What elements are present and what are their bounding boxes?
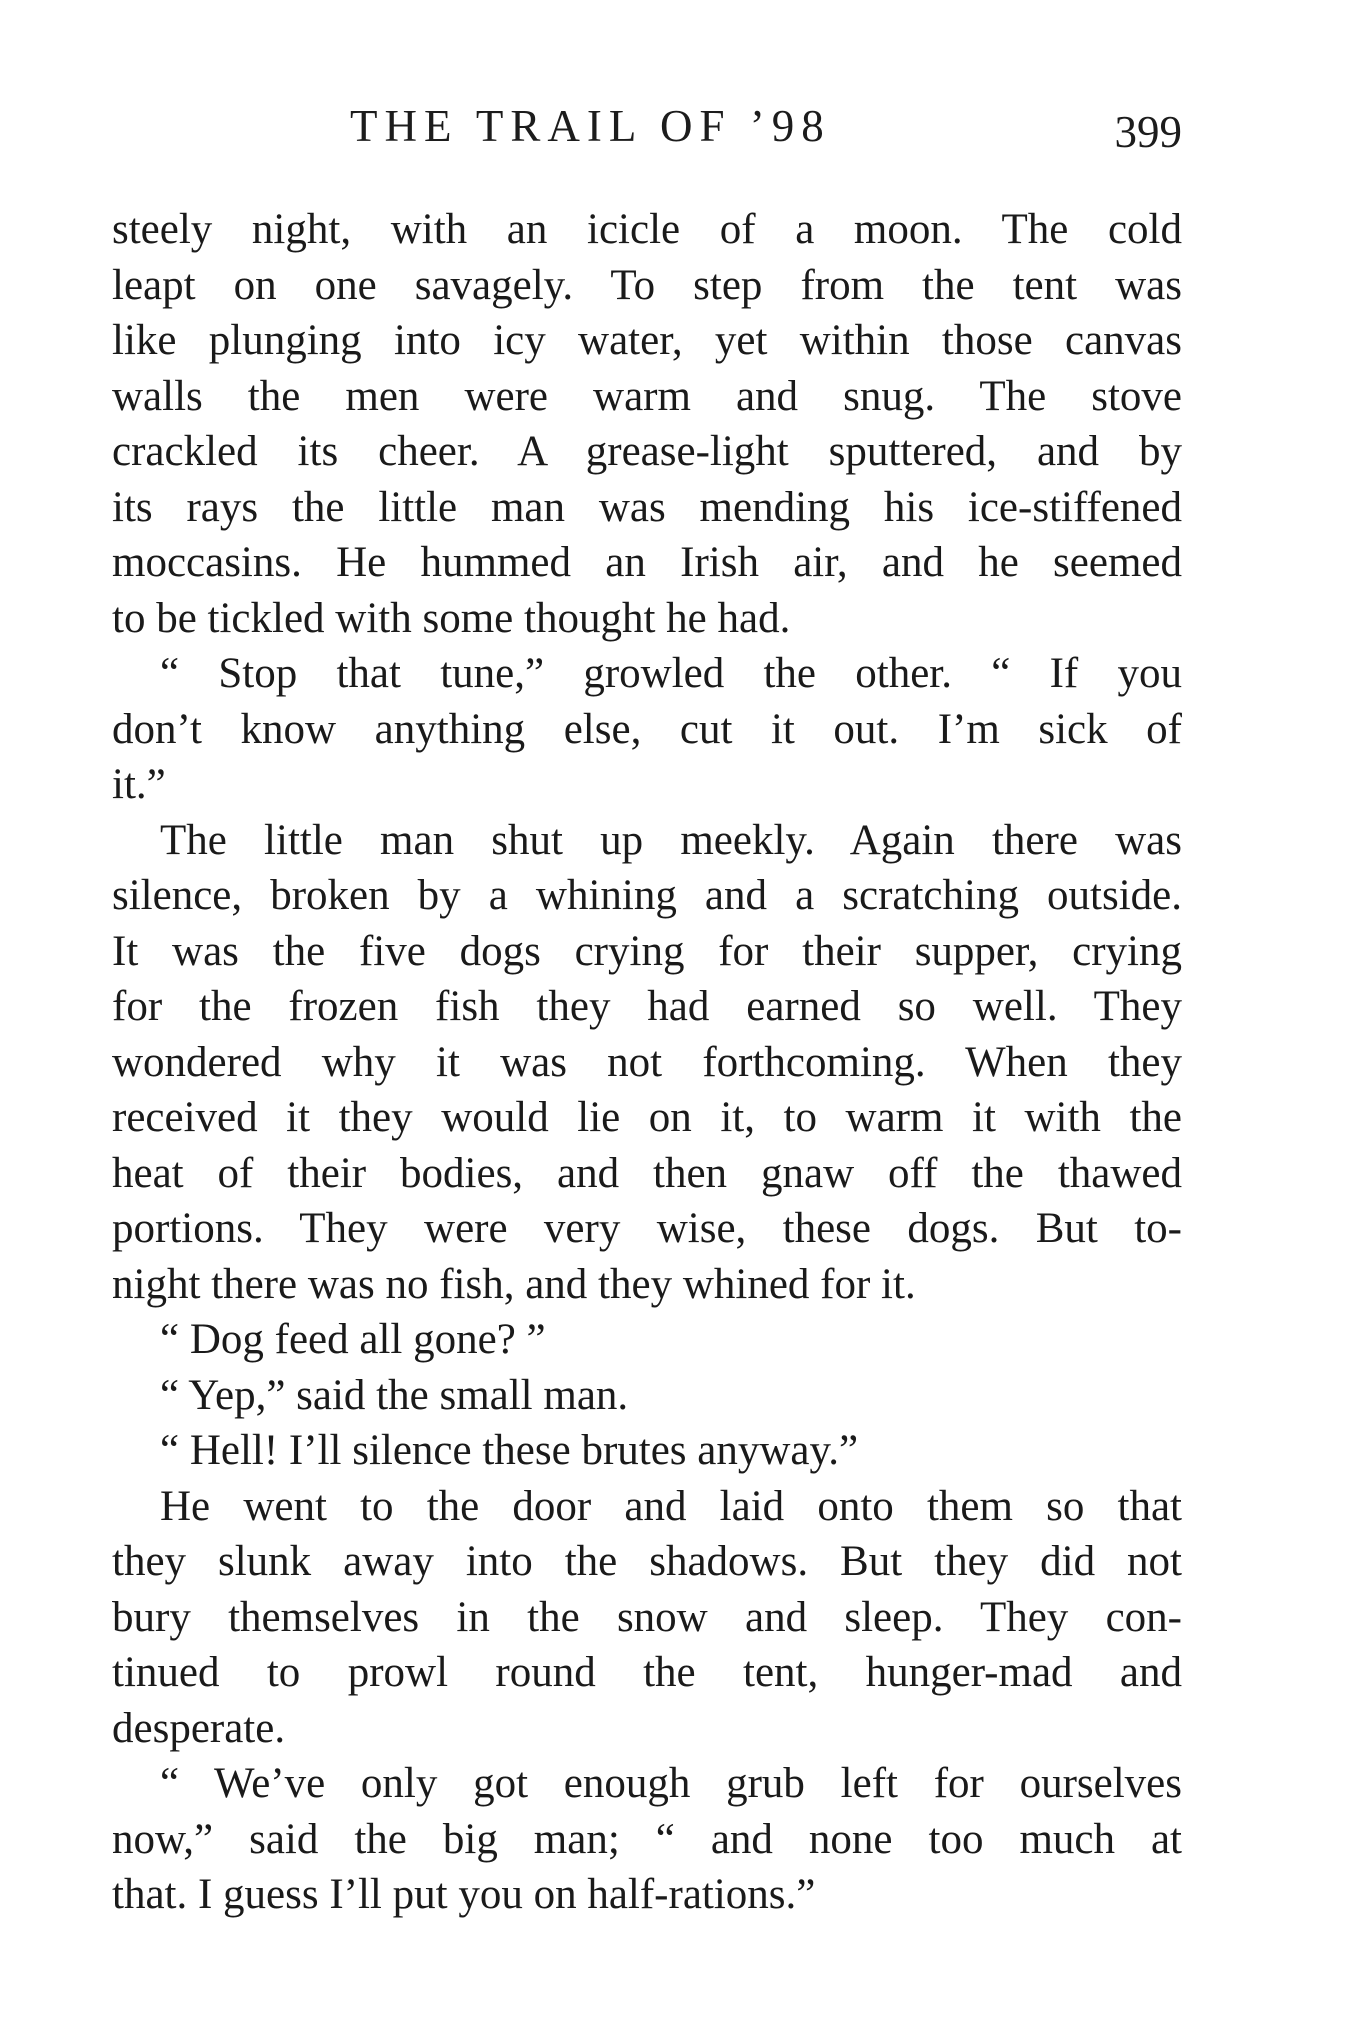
text-line: don’t know anything else, cut it out. I’m sick of bbox=[112, 705, 1182, 753]
text-line: received it they would lie on it, to warm it with the bbox=[112, 1094, 1182, 1141]
text-line: night there was no fish, and they whined for it. bbox=[112, 1260, 916, 1308]
text-line: its rays the little man was mending his ice-stiffened bbox=[112, 483, 1182, 531]
text-line: steely night, with an icicle of a moon. The cold bbox=[112, 206, 1182, 253]
text-line: for the frozen fish they had earned so well. They bbox=[112, 983, 1182, 1030]
text-line: walls the men were warm and snug. The stove bbox=[112, 372, 1182, 420]
text-line: moccasins. He hummed an Irish air, and he seemed bbox=[112, 539, 1182, 586]
text-line: to be tickled with some thought he had. bbox=[112, 594, 791, 642]
text-line: “ We’ve only got enough grub left for ourselves bbox=[160, 1760, 1182, 1807]
text-line: now,” said the big man; “ and none too much at bbox=[112, 1815, 1182, 1863]
text-line: silence, broken by a whining and a scratching outside. bbox=[112, 872, 1182, 919]
running-title: THE TRAIL OF ’98 bbox=[350, 101, 831, 151]
text-line: crackled its cheer. A grease-light sputtered, and by bbox=[112, 428, 1182, 475]
text-line: it.” bbox=[112, 761, 166, 808]
page-header bbox=[112, 100, 1182, 170]
page-number: 399 bbox=[1114, 107, 1182, 157]
text-line: “ Dog feed all gone? ” bbox=[160, 1316, 546, 1363]
text-line: “ Stop that tune,” growled the other. “ If you bbox=[160, 650, 1182, 697]
text-line: bury themselves in the snow and sleep. They con- bbox=[112, 1593, 1182, 1641]
text-line: It was the five dogs crying for their supper, crying bbox=[112, 927, 1182, 975]
text-line: leapt on one savagely. To step from the tent was bbox=[112, 261, 1182, 309]
text-line: desperate. bbox=[112, 1704, 286, 1752]
text-line: heat of their bodies, and then gnaw off the thawed bbox=[112, 1149, 1182, 1197]
text-line: The little man shut up meekly. Again there was bbox=[160, 816, 1182, 864]
text-line: they slunk away into the shadows. But they did not bbox=[112, 1538, 1182, 1585]
text-line: wondered why it was not forthcoming. When they bbox=[112, 1038, 1182, 1086]
text-line: “ Yep,” said the small man. bbox=[160, 1371, 629, 1419]
text-line: tinued to prowl round the tent, hunger-mad and bbox=[112, 1649, 1182, 1696]
text-line: like plunging into icy water, yet within those canvas bbox=[112, 317, 1182, 364]
body-text bbox=[112, 202, 1182, 1923]
text-line: “ Hell! I’ll silence these brutes anyway.” bbox=[160, 1427, 859, 1474]
text-line: that. I guess I’ll put you on half-rations.” bbox=[112, 1871, 816, 1918]
text-line: portions. They were very wise, these dogs. But to- bbox=[112, 1205, 1182, 1252]
text-line: He went to the door and laid onto them so that bbox=[160, 1482, 1182, 1530]
